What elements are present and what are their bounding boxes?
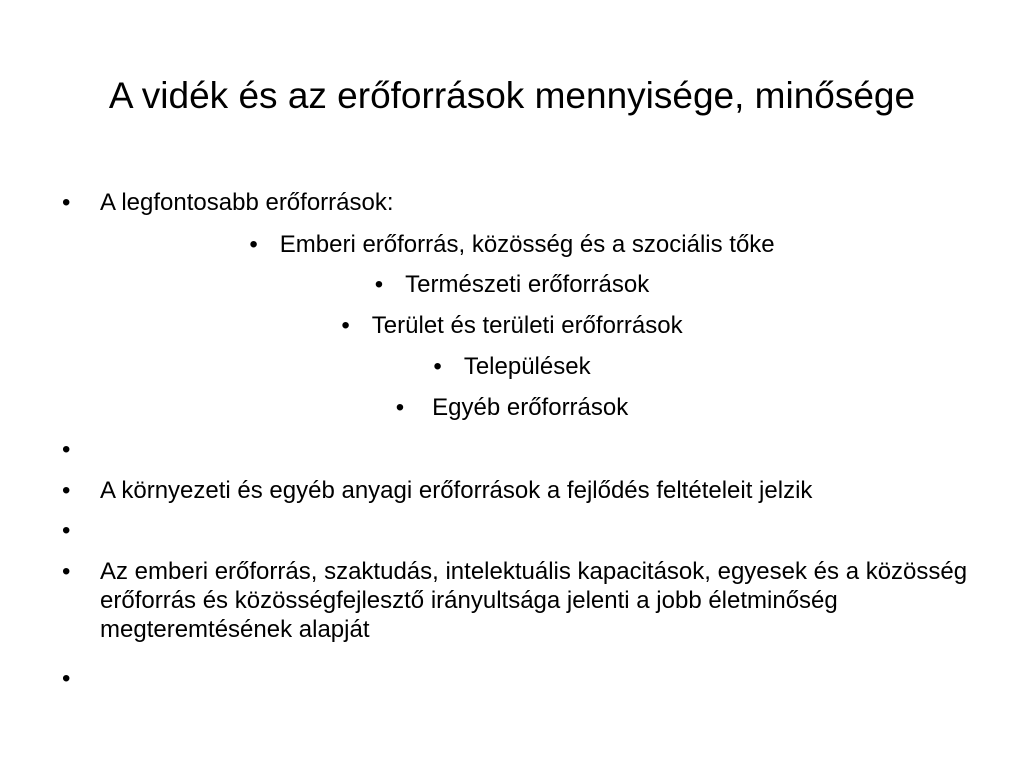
statement-2: Az emberi erőforrás, szaktudás, intelektuális kapacitások, egyesek és a közösség erőforrás és közösségfejlesztő irányultsága jelenti a jobb életminőség megteremtésének alapját [100,558,968,643]
sub-item-label: Települések [463,353,591,380]
sub-item-label: Emberi erőforrás, közösség és a szociális tőke [279,231,775,258]
bullet-icon: • [62,517,71,544]
sub-item-label: Egyéb erőforrások [432,394,629,421]
bullet-icon: • [433,353,442,380]
bullet-icon: • [62,477,71,504]
bullet-icon: • [341,312,350,339]
slide-title: A vidék és az erőforrások mennyisége, minősége [108,75,916,116]
bullet-icon: • [249,231,258,258]
bullet-icon: • [62,558,71,585]
bullet-icon: • [62,189,71,216]
sub-item [0,230,1024,260]
statement-1: A környezeti és egyéb anyagi erőforrások a fejlődés feltételeit jelzik [100,477,813,504]
sub-item [0,270,1024,300]
bullet-icon: • [395,394,405,421]
sub-item [0,311,1024,341]
bullet-icon: • [62,665,71,692]
bullet-icon: • [62,436,71,463]
sub-item [0,393,1024,423]
sub-item-label: Terület és területi erőforrások [371,312,683,339]
sub-item [0,352,1024,382]
bullet-icon: • [374,271,384,298]
intro-text: A legfontosabb erőforrások: [100,189,394,216]
sub-item-label: Természeti erőforrások [405,271,650,298]
